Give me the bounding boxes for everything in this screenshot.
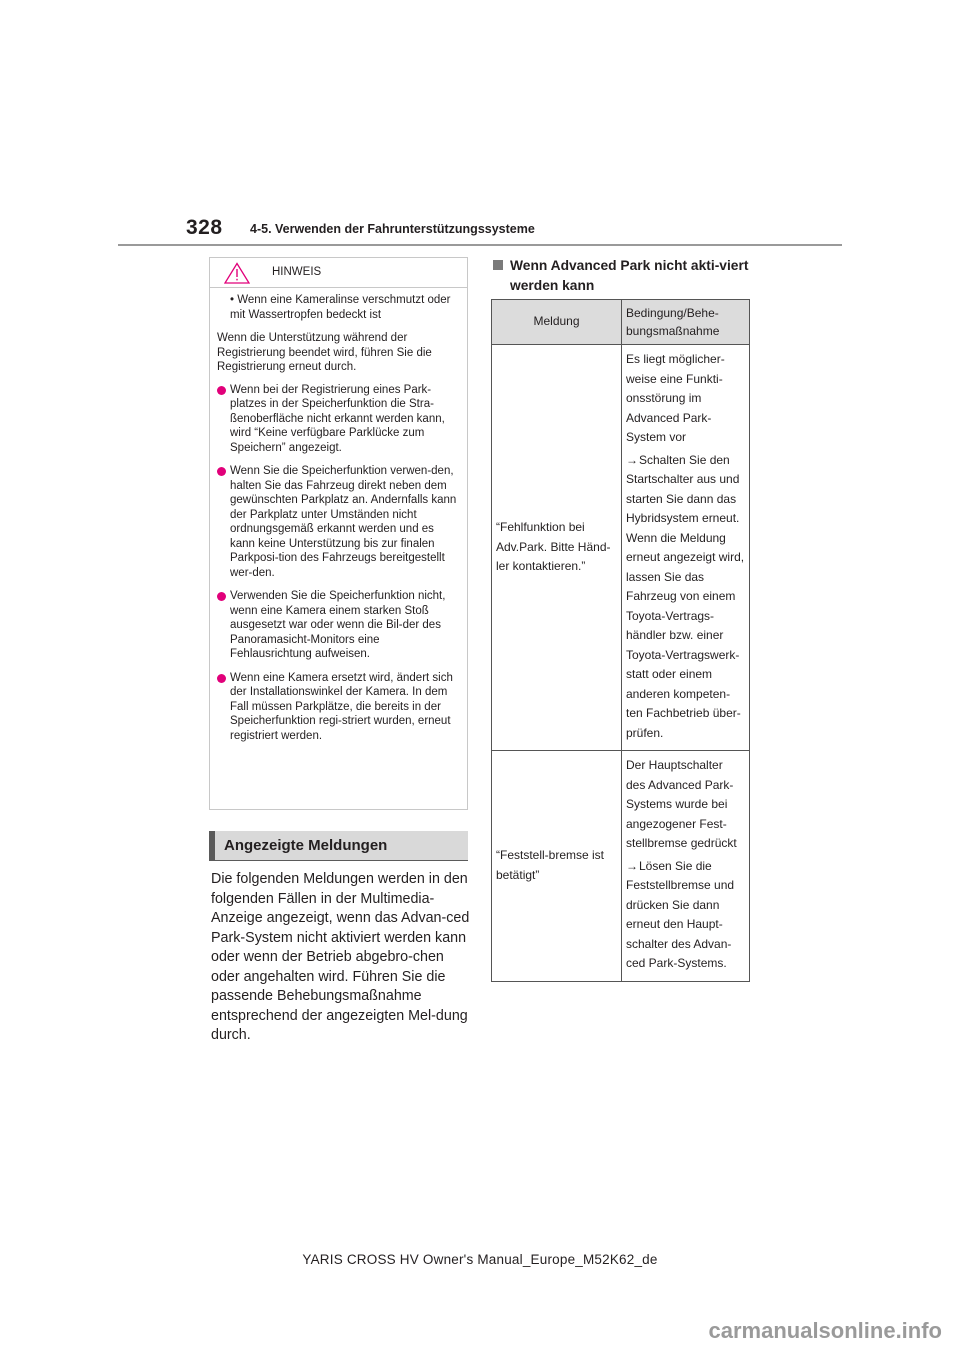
condition-cell bbox=[622, 345, 750, 751]
arrow-right-icon: → bbox=[626, 452, 638, 467]
condition-text: Der Hauptschalter des Advanced Park-Systems wurde bei angezogener Fest-stellbremse gedrückt bbox=[626, 758, 737, 850]
action-paragraph bbox=[626, 451, 745, 744]
intro-text: Die folgenden Meldungen werden in den folgenden Fällen in der Multimedia-Anzeige angezeigt, wenn das Advan-ced Park-System nicht aktiviert werden kann oder wenn der Betrieb abgebro-chen oder angehalten wird. Führen Sie die passende Behebungsmaßnahme entsprechend der angezeigten Mel-dung durch. bbox=[211, 871, 470, 1043]
arrow-right-icon: → bbox=[626, 858, 638, 873]
pink-bullet-icon bbox=[217, 674, 226, 683]
column-header-condition: Bedingung/Behe-bungsmaßnahme bbox=[622, 300, 750, 345]
message-cell: “Fehlfunktion bei Adv.Park. Bitte Händ-ler kontaktieren.” bbox=[492, 345, 622, 751]
column-header-message: Meldung bbox=[492, 300, 622, 345]
table-row bbox=[492, 345, 750, 751]
table-row bbox=[492, 751, 750, 982]
note-item-text: Wenn bei der Registrierung eines Park-platzes in der Speicherfunktion die Stra-ßenoberfläche nicht erkannt werden kann, wird “Keine verfügbare Parklücke zum Speichern” angezeigt. bbox=[230, 383, 445, 454]
action-paragraph bbox=[626, 857, 745, 974]
action-text: Schalten Sie den Startschalter aus und starten Sie dann das Hybridsystem erneut. Wenn die Meldung erneut angezeigt wird, lassen Sie das Fahrzeug von einem Toyota-Vertrags-händler bzw. einer Toyota-Vertragswerk-statt oder einem anderen kompeten-ten Fachbetrieb über-prüfen. bbox=[626, 452, 745, 740]
subheading-text: Wenn Advanced Park nicht akti-viert werden kann bbox=[510, 258, 749, 293]
footer-manual-id: YARIS CROSS HV Owner's Manual_Europe_M52K62_de bbox=[302, 1252, 658, 1267]
pink-bullet-icon bbox=[217, 467, 226, 476]
note-body bbox=[210, 288, 467, 743]
section-title: 4-5. Verwenden der Fahrunterstützungssysteme bbox=[250, 222, 535, 236]
section-heading-text: Angezeigte Meldungen bbox=[224, 837, 388, 854]
header-rule bbox=[118, 244, 842, 246]
note-item bbox=[217, 464, 459, 580]
subheading bbox=[493, 256, 763, 295]
note-item-text: Wenn Sie die Speicherfunktion verwen-den, halten Sie das Fahrzeug direkt neben dem gewünschten Parkplatz an. Andernfalls kann der Parkplatz unter Umständen nicht ordnungsgemäß erkannt werden und es kann keine Unterstützung bis zur finalen Parkposi-tion des Fahrzeugs bereitgestellt wer-den. bbox=[230, 465, 457, 579]
pink-bullet-icon bbox=[217, 386, 226, 395]
pink-bullet-icon bbox=[217, 592, 226, 601]
note-item bbox=[217, 383, 459, 456]
note-first-item bbox=[217, 293, 459, 322]
note-title: HINWEIS bbox=[272, 266, 322, 278]
note-item-text: Wenn eine Kamera ersetzt wird, ändert sich der Installationswinkel der Kamera. In dem Fall müssen Parkplätze, die bereits in der Speicherfunktion regi-striert wurden, erneut registriert werden. bbox=[230, 671, 453, 742]
condition-cell bbox=[622, 751, 750, 982]
section-heading bbox=[209, 831, 468, 861]
note-box bbox=[209, 257, 468, 810]
warning-icon bbox=[224, 262, 250, 284]
condition-text: Es liegt möglicher-weise eine Funkti-onsstörung im Advanced Park-System vor bbox=[626, 352, 725, 444]
table-header-row bbox=[492, 300, 750, 345]
watermark: carmanualsonline.info bbox=[708, 1318, 942, 1343]
page-number: 328 bbox=[186, 216, 223, 239]
note-item bbox=[217, 589, 459, 662]
note-paragraph: Wenn die Unterstützung während der Registrierung beendet wird, führen Sie die Registrierung erneut durch. bbox=[217, 332, 432, 373]
bullet-mark: • bbox=[230, 294, 235, 306]
note-item-text: Verwenden Sie die Speicherfunktion nicht, wenn eine Kamera einem starken Stoß ausgesetzt war oder wenn die Bil-der des Panoramasicht-Monitors eine Fehlausrichtung aufweisen. bbox=[230, 590, 446, 660]
message-cell: “Feststell-bremse ist betätigt” bbox=[492, 751, 622, 982]
note-item bbox=[217, 671, 459, 744]
note-header bbox=[210, 258, 467, 288]
action-text: Lösen Sie die Feststellbremse und drücken Sie dann erneut den Haupt-schalter des Advan-ced Park-Systems. bbox=[626, 858, 735, 970]
messages-table bbox=[491, 299, 750, 982]
note-first-item-text: Wenn eine Kameralinse verschmutzt oder mit Wassertropfen bedeckt ist bbox=[230, 294, 451, 321]
